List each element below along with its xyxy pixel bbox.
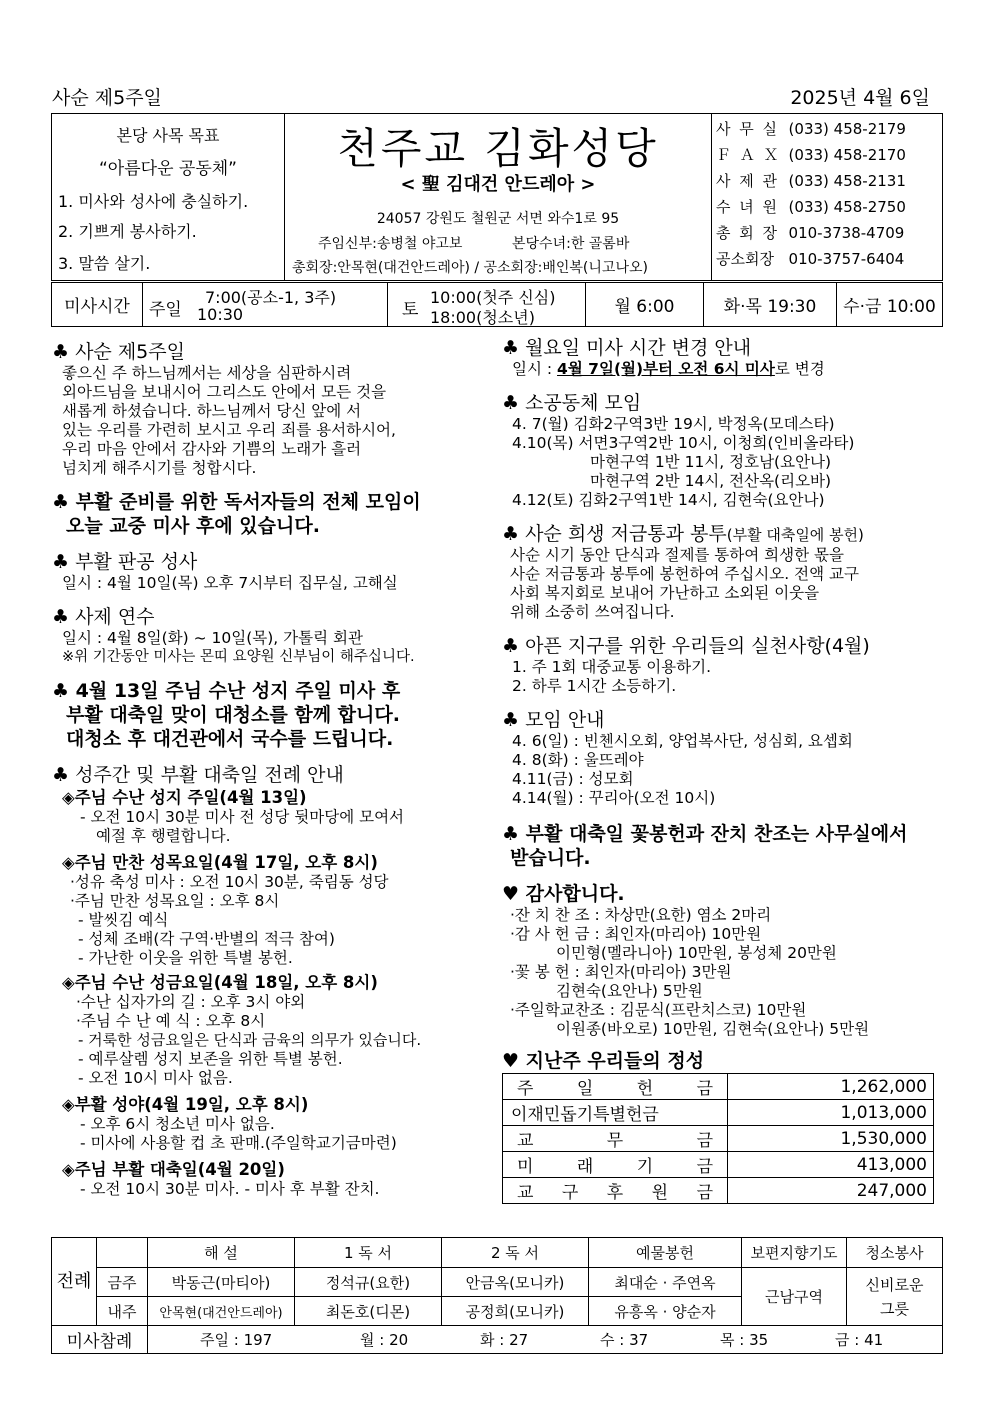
section-title: ♣ 아픈 지구를 위한 우리들의 실천사항(4월): [502, 635, 870, 657]
section-body: 일시 : 4월 10일(목) 오후 7시부터 집무실, 고해실: [62, 574, 398, 592]
monday-time: 월 6:00: [586, 283, 704, 327]
goal-title: 본당 사목 목표: [116, 126, 220, 145]
cleaning-cell: 신비로운 그릇: [847, 1268, 943, 1326]
sunday-time-2: 10:30: [197, 304, 244, 324]
col-header: 보편지향기도: [742, 1238, 847, 1268]
contact-row: 사 제 관 (033) 458-2131: [716, 172, 906, 190]
week-title: 사순 제5주일: [52, 87, 162, 109]
parish-name: 천주교 김화성당: [337, 124, 659, 173]
left-column: ♣ 사순 제5주일 좋으신 주 하느님께서는 세상을 심판하시려 외아드님을 보내시어 그리스도 안에서 모든 것을 새롭게 하셨습니다. 하느님께서 당신 앞에 서 있는 우리를 가련히 보시고 우리 죄를 용서하시어, 우리 마음 안에서 감사와 기쁨의 노래가 흘러 넘치게 해주시기를 청합시다. ♣ 부활 준비를 위한 독서자들의 전체 모임이 오늘 교중 미사 후에 있습니다. ♣ 부활 판공 성사 일시 : 4월 10일(목) 오후 7시부터 집무실, 고해실 ♣ 사제 연수 일시 : 4월 8일(화) ~ 10일(목), 가톨릭 회관 ※위 기간동안 미사는 몬띠 요양원 신부님이 해주십니다. ♣ 4월 13일 주님 수난 성지 주일 미사 후 부활 대축일 맞이 대청소를 함께 합니다. 대청소 후 대건관에서 국수를 드립니다. ♣ 성주간 및 부활 대축일 전례 안내 ◈주님 수난 성지 주일(4월 13일) - 오전 10시 30분 미사 전 성당 뒷마당에 모여서 예절 후 행렬합니다. ◈주님 만찬 성목요일(4월 17일, 오후 8시) ·성유 축성 미사 : 오전 10시 30분, 죽림동 성당 ·주님 만찬 성목요일 : 오후 8시 - 발씻김 예식 - 성체 조배(각 구역·반별의 적극 참여) - 가난한 이웃을 위한 특별 봉헌. ◈주님 수난 성금요일(4월 18일, 오후 8시) ·수난 십자가의 길 : 오후 3시 야외 ·주님 수 난 예 식 : 오후 8시 - 거룩한 성금요일은 단식과 금육의 의무가 있습니다. - 예루살렘 성지 보존을 위한 특별 봉헌. - 오전 10시 미사 없음. ◈부활 성야(4월 19일, 오후 8시) - 오후 6시 청소년 미사 없음. - 미사에 사용할 컵 초 판매.(주일학교기금마련) ◈주님 부활 대축일(4월 20일) - 오전 10시 30분 미사. - 미사 후 부활 잔치.: [52, 340, 497, 1199]
attendance-row: [52, 1326, 943, 1354]
section-title: ♥ 지난주 우리들의 정성: [502, 1050, 705, 1072]
goal-item: 3. 말씀 살기.: [58, 254, 151, 273]
council: 총회장:안목현(대건안드레아) / 공소회장:배인복(니고나오): [292, 260, 648, 276]
col-header: 2 독 서: [442, 1238, 589, 1268]
prayer-cell: 근남구역: [742, 1268, 847, 1326]
sunday-time-1: 7:00(공소-1, 3주): [205, 287, 337, 307]
table-row: 내주 안목현(대건안드레아) 최돈호(디몬) 공정희(모니카) 유흥옥 · 양순자: [52, 1297, 943, 1326]
section-title: 부활 대축일 맞이 대청소를 함께 합니다.: [66, 704, 400, 726]
pastor: 주임신부:송병철 야고보: [318, 236, 463, 252]
section-title: ♣ 모임 안내: [502, 709, 605, 731]
section-title: 오늘 교중 미사 후에 있습니다.: [66, 515, 320, 537]
section-title: ♣ 부활 대축일 꽃봉헌과 잔치 찬조는 사무실에서: [502, 823, 908, 845]
table-row: 교 구 후 원 금 247,000: [503, 1178, 934, 1204]
right-column: ♣ 월요일 미사 시간 변경 안내 일시 : 4월 7일(월)부터 오전 6시 미사로 변경 ♣ 소공동체 모임 4. 7(월) 김화2구역3반 19시, 박정옥(모데스타) 4.10(목) 서면3구역2반 10시, 이청희(인비올라타) 마현구역 1반 11시, 정호남(요안나) 마현구역 2반 14시, 전산옥(리오바) 4.12(토) 김화2구역1반 14시, 김현숙(요안나) ♣ 사순 희생 저금통과 봉투(부활 대축일에 봉헌) 사순 시기 동안 단식과 절제를 통하여 희생한 몫을 사순 저금통과 봉투에 봉헌하여 주십시오. 전액 교구 사회 복지회로 보내어 가난하고 소외된 이웃을 위해 소중히 쓰여집니다. ♣ 아픈 지구를 위한 우리들의 실천사항(4월) 1. 주 1회 대중교통 이용하기. 2. 하루 1시간 소등하기. ♣ 모임 안내 4. 6(일) : 빈첸시오회, 양업복사단, 성심회, 요셉회 4. 8(화) : 울뜨레야 4.11(금) : 성모회 4.14(월) : 꾸리아(오전 10시) ♣ 부활 대축일 꽃봉헌과 잔치 찬조는 사무실에서 받습니다. ♥ 감사합니다. ·잔 치 찬 조 : 차상만(요한) 염소 2마리 ·감 사 헌 금 : 최인자(마리아) 10만원 이민형(멜라니아) 10만원, 봉성체 20만원 ·꽃 봉 헌 : 최인자(마리아) 3만원 김현숙(요안나) 5만원 ·주일학교찬조 : 김문식(프란치스코) 10만원 이원종(바오로) 10만원, 김현숙(요안나) 5만원 ♥ 지난주 우리들의 정성 주 일 헌 금 1,262,000 이재민돕기특별헌금 1,013,000 교 무 금 1,530,000 미 래 기 금 413,000 교 구 후 원 금 247,000: [502, 336, 942, 1204]
goal-item: 2. 기쁘게 봉사하기.: [58, 222, 197, 241]
contact-row: 공소회장 010-3757-6404: [716, 250, 905, 268]
table-row: 이재민돕기특별헌금 1,013,000: [503, 1100, 934, 1126]
attendance-label: 미사참례: [52, 1326, 148, 1354]
saturday-label: 토: [402, 299, 419, 320]
goal-item: 1. 미사와 성사에 충실하기.: [58, 192, 249, 211]
table-row: 주 일 헌 금 1,262,000: [503, 1074, 934, 1100]
attendance-fri: 금 : 41: [835, 1331, 884, 1349]
col-header: 해 설: [148, 1238, 295, 1268]
attendance-tue: 화 : 27: [480, 1331, 529, 1349]
attendance-mon: 월 : 20: [360, 1331, 409, 1349]
bulletin-date: 2025년 4월 6일: [790, 87, 930, 109]
section-title: 받습니다.: [510, 847, 591, 869]
liturgy-subtitle: ◈주님 부활 대축일(4월 20일): [62, 1160, 285, 1179]
sister: 본당수녀:한 골롬바: [512, 236, 630, 252]
section-title: ♥ 감사합니다.: [502, 883, 625, 905]
attendance-wed: 수 : 37: [600, 1331, 649, 1349]
sunday-label: 주일: [149, 299, 182, 320]
section-body: 일시 : 4월 7일(월)부터 오전 6시 미사로 변경: [512, 360, 825, 378]
liturgy-table: [51, 1237, 943, 1354]
offering-table: [502, 1073, 934, 1204]
section-title: ♣ 부활 판공 성사: [52, 551, 198, 573]
saturday-time-2: 18:00(청소년): [430, 307, 535, 327]
section-body: ※위 기간동안 미사는 몬띠 요양원 신부님이 해주십니다.: [62, 649, 415, 665]
liturgy-subtitle: ◈부활 성야(4월 19일, 오후 8시): [62, 1095, 309, 1114]
col-header: 청소봉사: [847, 1238, 943, 1268]
liturgy-side-label: 전례: [52, 1238, 97, 1326]
attendance-thu: 목 : 35: [720, 1331, 769, 1349]
section-title: ♣ 사순 제5주일: [52, 341, 185, 363]
liturgy-subtitle: ◈주님 만찬 성목요일(4월 17일, 오후 8시): [62, 853, 378, 872]
parish-address: 24057 강원도 철원군 서면 와수1로 95: [376, 211, 620, 227]
header-box: [51, 113, 943, 281]
section-title: ♣ 4월 13일 주님 수난 성지 주일 미사 후: [52, 680, 401, 702]
section-title: ♣ 소공동체 모임: [502, 392, 642, 414]
contact-row: 사 무 실 (033) 458-2179: [716, 120, 906, 138]
section-body: 일시 : 4월 8일(화) ~ 10일(목), 가톨릭 회관: [62, 629, 363, 647]
pastoral-goal: [52, 114, 285, 280]
liturgy-subtitle: ◈주님 수난 성금요일(4월 18일, 오후 8시): [62, 973, 378, 992]
contacts: [711, 114, 943, 280]
section-title: ♣ 사순 희생 저금통과 봉투: [502, 523, 727, 545]
section-title: ♣ 성주간 및 부활 대축일 전례 안내: [52, 764, 344, 786]
parish-patron: < 聖 김대건 안드레아 >: [400, 174, 596, 195]
mass-label: 미사시간: [52, 283, 143, 327]
section-title: ♣ 사제 연수: [52, 606, 155, 628]
saturday-time-1: 10:00(첫주 신심): [430, 287, 556, 307]
liturgy-subtitle: ◈주님 수난 성지 주일(4월 13일): [62, 788, 307, 807]
contact-row: Ｆ Ａ Ｘ (033) 458-2170: [716, 146, 906, 164]
section-title: ♣ 부활 준비를 위한 독서자들의 전체 모임이: [52, 491, 421, 513]
contact-row: 수 녀 원 (033) 458-2750: [716, 198, 906, 216]
attendance-sun: 주일 : 197: [200, 1331, 273, 1349]
col-header: 예물봉헌: [589, 1238, 742, 1268]
col-header: 1 독 서: [295, 1238, 442, 1268]
section-title: 대청소 후 대건관에서 국수를 드립니다.: [66, 728, 394, 750]
tue-thu-time: 화·목 19:30: [704, 283, 837, 327]
section-body: 좋으신 주 하느님께서는 세상을 심판하시려 외아드님을 보내시어 그리스도 안에서 모든 것을 새롭게 하셨습니다. 하느님께서 당신 앞에 서 있는 우리를 가련히 보시고 우리 죄를 용서하시어, 우리 마음 안에서 감사와 기쁨의 노래가 흘러 넘치게 해주시기를 청합시다.: [62, 364, 396, 477]
table-row: 교 무 금 1,530,000: [503, 1126, 934, 1152]
goal-motto: “아름다운 공동체”: [99, 159, 237, 179]
section-title: ♣ 월요일 미사 시간 변경 안내: [502, 337, 752, 359]
table-row: 미 래 기 금 413,000: [503, 1152, 934, 1178]
contact-row: 총 회 장 010-3738-4709: [716, 224, 905, 242]
table-row: 금주 박동근(마티아) 정석규(요한) 안금옥(모니카) 최대순 · 주연옥 근남구역 신비로운 그릇: [52, 1268, 943, 1297]
highlight-text: 4월 7일(월)부터 오전 6시 미사: [557, 360, 775, 378]
wed-fri-time: 수·금 10:00: [837, 283, 943, 327]
mass-times: [51, 282, 943, 327]
